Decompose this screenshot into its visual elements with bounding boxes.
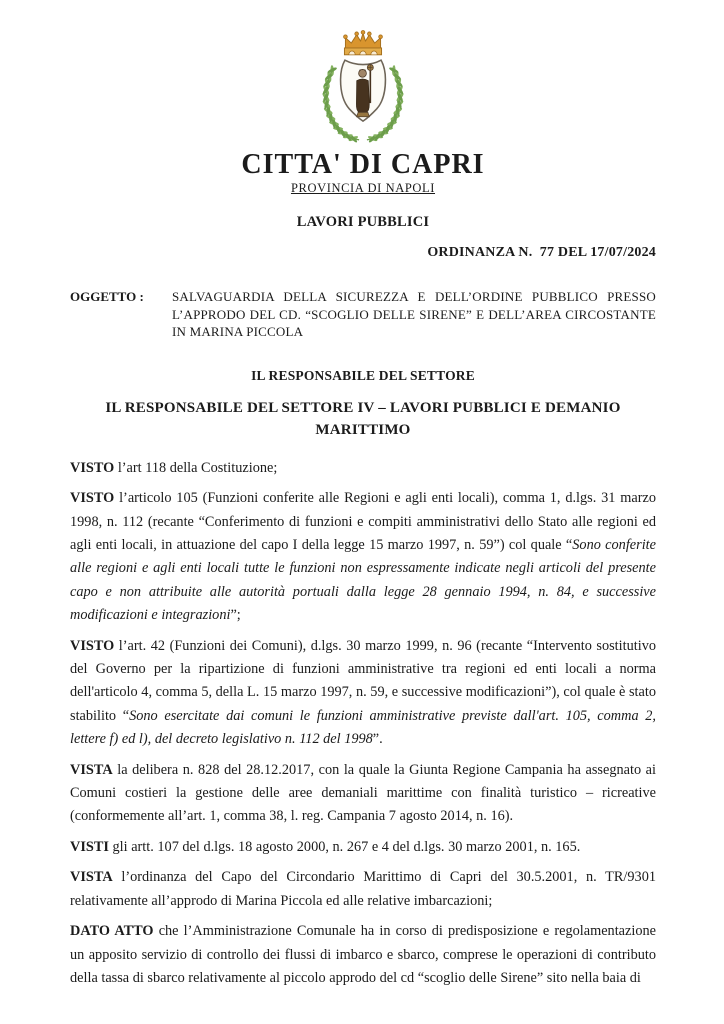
role-heading: IL RESPONSABILE DEL SETTORE: [251, 368, 475, 384]
text-run: Sono conferite alle regioni e agli enti locali tutte le funzioni non espressamente indicate negli articoli del presente capo e non attribuite alle autorità portuali dalla legge 28 gennaio 1994, n. 84, e successive modificazioni e integrazioni: [70, 537, 656, 624]
text-run: DATO ATTO: [70, 923, 154, 940]
subject-block: [70, 288, 656, 340]
subject-label: OGGETTO :: [70, 289, 144, 305]
text-run: VISTO: [70, 637, 115, 654]
text-run: ”.: [372, 731, 383, 748]
department-title: LAVORI PUBBLICI: [296, 214, 430, 231]
text-run: ”;: [230, 607, 241, 624]
text-run: l’ordinanza del Capo del Circondario Marittimo di Capri del 30.5.2001, n. TR/9301 relativamente all’approdo di Marina Piccola ed alle relative imbarcazioni;: [70, 869, 656, 909]
text-run: l’art. 42 (Funzioni dei Comuni), d.lgs. 30 marzo 1999, n. 96 (recante “Intervento sostitutivo del Governo per la ripartizione di funzioni amministrative tra regioni ed enti locali a norma dell'articolo 4, comma 5, della L. 15 marzo 1997, n. 59, e successive modificazioni”), col quale è stato stabilito “: [70, 637, 656, 724]
body-paragraph: [70, 866, 656, 913]
text-run: che l’Amministrazione Comunale ha in corso di predisposizione e regolamentazione un apposito servizio di controllo dei flussi di imbarco e sbarco, comprese le operazioni di contributo della tassa di sbarco relativamente al piccolo approdo del cd “scoglio delle Sirene” sito nella baia di: [70, 923, 656, 986]
text-run: l’articolo 105 (Funzioni conferite alle Regioni e agli enti locali), comma 1, d.lgs. 31 marzo 1998, n. 112 (recante “Conferimento di funzioni e compiti amministrativi dello Stato alle regioni ed agli enti locali, in attuazione del capo I della legge 15 marzo 1997, n. 59”) col quale “: [70, 490, 656, 554]
province-subtitle: [70, 181, 656, 196]
text-run: l’art 118 della Costituzione;: [114, 459, 278, 476]
city-title: CITTA' DI CAPRI: [241, 149, 485, 180]
subject-text: SALVAGUARDIA DELLA SICUREZZA E DELL’ORDINE PUBBLICO PRESSO L’APPRODO DEL CD. “SCOGLIO DELLE SIRENE” E DELL’AREA CIRCOSTANTE IN MARINA PICCOLA: [172, 289, 656, 339]
body-paragraph: [70, 759, 656, 829]
province-subtitle-text: PROVINCIA DI NAPOLI: [290, 181, 436, 196]
role-title-heading: IL RESPONSABILE DEL SETTORE IV – LAVORI PUBBLICI E DEMANIO MARITTIMO: [105, 400, 621, 438]
capri-coat-of-arms-icon: [303, 26, 423, 147]
document-body: [70, 457, 656, 991]
body-paragraph: [70, 920, 656, 990]
text-run: Sono esercitate dai comuni le funzioni amministrative previste dall'art. 105, comma 2, lettere f) ed l), del decreto legislativo n. 112 del 1998: [70, 707, 656, 748]
text-run: VISTA: [70, 869, 113, 886]
text-run: la delibera n. 828 del 28.12.2017, con la quale la Giunta Regione Campania ha assegnato ai Comuni costieri la gestione delle aree demaniali marittime con finalità turistico – ricreative (conformemente all’art. 1, comma 38, l. reg. Campania 7 agosto 2014, n. 16).: [70, 761, 656, 825]
text-run: VISTO: [70, 490, 115, 507]
text-run: VISTO: [70, 459, 115, 476]
crown-icon: [344, 30, 383, 54]
body-paragraph: [70, 487, 656, 627]
body-paragraph: [70, 635, 656, 752]
body-paragraph: [70, 836, 656, 859]
ordinance-number-line: ORDINANZA N. 77 DEL 17/07/2024: [427, 245, 656, 261]
body-paragraph: [70, 457, 656, 480]
text-run: VISTA: [70, 761, 113, 778]
text-run: gli artt. 107 del d.lgs. 18 agosto 2000, n. 267 e 4 del d.lgs. 30 marzo 2001, n. 165.: [108, 838, 581, 855]
text-run: VISTI: [70, 838, 109, 855]
